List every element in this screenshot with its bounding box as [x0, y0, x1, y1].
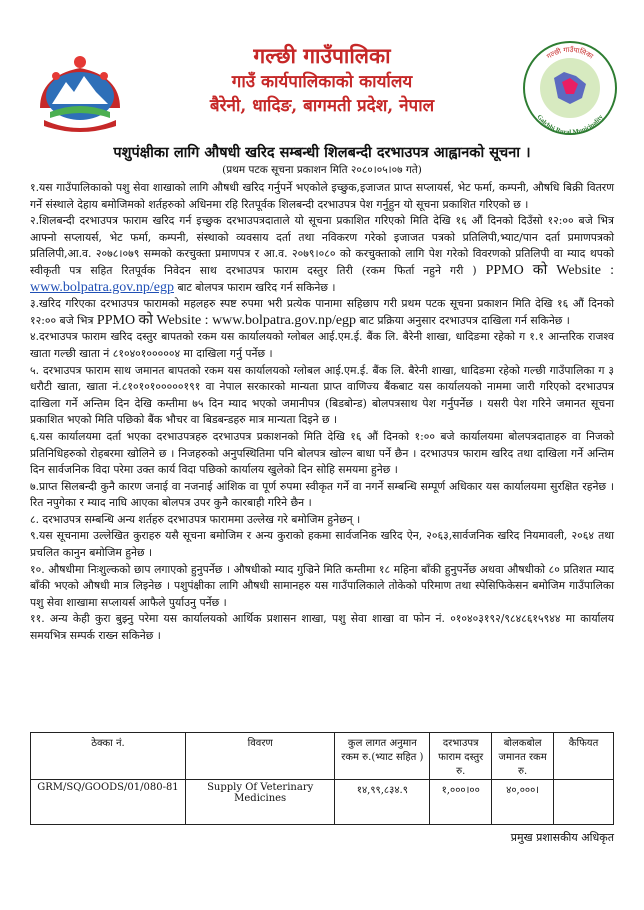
header-bid-bond: बोलकबोल जमानत रकम रु.: [492, 733, 554, 780]
header-remarks: कैफियत: [554, 733, 614, 780]
cell-remarks: [554, 780, 614, 825]
cell-contract-no: GRM/SQ/GOODS/01/080-81: [31, 780, 186, 825]
clause-3-text: ३.खरिद गरिएका दरभाउपत्र फारामको महलहरु स्पष्ट रुपमा भरी प्रत्येक पानामा सहिछाप गरी प्रथम पटक सूचना प्रकाशन मिति देखि १६ औं दिनको १२:०० बजे भित्र: [30, 297, 614, 327]
clause-4: ४.दरभाउपत्र फाराम खरिद दस्तुर बापतको रकम यस कार्यालयको ग्लोबल आई.एम.ई. बैंक लि. बैरेनी शाखा, धादिङमा रहेको ग १.१ आन्तरिक राजश्व खाता गल्छी खाता नं ८१०४०१०००००४ मा दाखिला गर्नु पर्नेछ ।: [30, 330, 614, 360]
publication-date: (प्रथम पटक सूचना प्रकाशन मिति २०८०।०५।०७ गते): [222, 164, 422, 176]
clause-3-end: बाट प्रक्रिया अनुसार दरभाउपत्र दाखिला गर्न सकिनेछ ।: [359, 313, 570, 327]
municipality-seal: [520, 38, 620, 138]
clause-7: ७.प्राप्त सिलबन्दी कुनै कारण जनाई वा नजनाई आंशिक वा पूर्ण रुपमा स्वीकृत गर्ने वा नगर्ने सम्बन्धि सम्पूर्ण अधिकार यस कार्यालयमा सुरक्षित रहनेछ । रित नपुगेका र म्याद नाघि आएका बोलपत्र उपर कुनै कारबाही गरिने छैन ।: [30, 479, 614, 510]
ppmo-label: PPMO को Website :: [485, 262, 615, 278]
clause-10: १०. औषधीमा निःशुल्कको छाप लगाएको हुनुपर्नेछ । औषधीको म्याद गुज्रिने मिति कम्तीमा १८ महिना बाँकी हुनुपर्नेछ अथवा औषधीको ८० प्रतिशत म्याद बाँकी भएको औषधी मात्र लिइनेछ । पशुपंक्षीका लागि औषधी सामानहरु यस गाउँपालिकाले तोकेको परिमाण तथा स्पेसिफिकेसन बमोजिम गाउँपालिका पशु सेवा शाखामा सप्लायर्स आफैले पुर्याउनु पर्नेछ ।: [30, 562, 614, 609]
clause-2-end: बाट बोलपत्र फाराम खरिद गर्न सकिनेछ ।: [177, 280, 336, 294]
header-cost-estimate: कुल लागत अनुमान रकम रु.(भ्याट सहित ): [335, 733, 430, 780]
clause-8: ८. दरभाउपत्र सम्बन्धि अन्य शर्तहरु दरभाउपत्र फाराममा उल्लेख गरे बमोजिम हुनेछन् ।: [30, 512, 361, 526]
header-contract-no: ठेक्का नं.: [31, 733, 186, 780]
letterhead: [150, 42, 494, 118]
cell-form-fee: १,०००।००: [430, 780, 492, 825]
ppmo-website: PPMO को Website : www.bolpatra.gov.np/egp: [96, 312, 357, 328]
notice-title: पशुपंक्षीका लागि औषधी खरिद सम्बन्धी शिलबन्दी दरभाउपत्र आह्वानको सूचना ।: [113, 144, 531, 161]
clause-6: ६.यस कार्यालयमा दर्ता भएका दरभाउपत्रहरु दरभाउपत्र प्रकाशनको मिति देखि १६ औं दिनको १:०० बजे कार्यालयमा बोलपत्रदाताहरु वा निजको प्रतिनिधिहरुको रोहबरमा खोलिने छ । निजहरुको अनुपस्थितिमा पनि बोलपत्र खोल्न बाधा पर्ने छैन । दरभाउपत्र फाराम खरिद तथा दाखिला गर्ने अन्तिम दिन सार्वजनिक विदा परेमा उक्त कार्य विदा पछिको कार्यालय खुलेको दिन सोहि समयमा हुनेछ ।: [30, 429, 614, 477]
header-description: विवरण: [185, 733, 335, 780]
nepal-emblem: [30, 46, 130, 136]
signatory-title: प्रमुख प्रशासकीय अधिकृत: [510, 831, 614, 844]
clause-2: [30, 213, 614, 296]
municipality-name: गल्छी गाउँपालिका: [253, 43, 391, 68]
header-form-fee: दरभाउपत्र फाराम दस्तुर रु.: [430, 733, 492, 780]
clause-9: ९.यस सूचनामा उल्लेखित कुराहरु यसै सूचना बमोजिम र अन्य कुराको हकमा सार्वजनिक खरिद ऐन, २०६३,सार्वजनिक खरिद नियमावली, २०६४ तथा प्रचलित कानुन बमोजिम हुनेछ ।: [30, 529, 614, 560]
clause-5: ५. दरभाउपत्र फाराम साथ जमानत बापतको रकम यस कार्यालयको ग्लोबल आई.एम.ई. बैंक लि. बैरेनी शाखा, धादिङमा रहेको गल्छी गाउँपालिका ग ३ धरौटी खाता, खाता नं.८१०१०१०००००१९१ वा नेपाल सरकारको मान्यता प्राप्त वाणिज्य बैंकबाट यस कार्यालयको नाममा जारी गरिएको दरभाउपत्र दाखिला गर्ने अन्तिम दिन देखि कम्तीमा ७५ दिन म्याद भएको जमानीपत्र (बिडबोन्ड) बोलपत्रसाथ पेश गर्नुपर्नेछ । यसरी पेश गरिने जमानत सूचना प्रकाशित भएको मिति पछिको बैंक भौचर वा बिडबन्डहरु मात्र मान्यता दिइने छ ।: [30, 363, 614, 427]
clause-3: [30, 296, 614, 329]
cell-description: Supply Of Veterinary Medicines: [185, 780, 335, 825]
clause-2-text: २.शिलबन्दी दरभाउपत्र फाराम खरिद गर्न इच्छुक दरभाउपत्रदाताले यो सूचना प्रकाशित गरिएको मिति देखि १६ औं दिनको दिउँसो १२:०० बजे भित्र आफ्नो सप्लायर्स, भेट फर्मा, कम्पनी, संस्थाको व्यवसाय दर्ता तथा नविकरण गरेको इजाजत पत्रको प्रतिलिपी,भ्याट/पान दर्ता प्रमाणपत्रको प्रतिलिपी,आ.व. २०७८।०७९ सम्मको करचुक्ता प्रमाणपत्र र आ.व. २०७९।०८० को करचुक्ताको लागि पेश गरेको विवरणको प्रतिलिपी वा म्याद थपको स्वीकृती पत्र सहित रितपूर्वक निवेदन साथ दरभाउपत्र फाराम दस्तुर तिरी (रकम फिर्ता नहुने गरी ): [30, 214, 614, 277]
table-header-row: [31, 733, 614, 780]
seal-top-text: गल्छी गाउँपालिका: [545, 45, 595, 61]
cell-bid-bond: ४०,०००।: [492, 780, 554, 825]
clause-1: १.यस गाउँपालिकाको पशु सेवा शाखाको लागि औषधी खरिद गर्नुपर्ने भएकोले इच्छुक,इजाजत प्राप्त सप्लायर्स, भेट फर्मा, कम्पनी, औषधि बिक्री वितरण गर्ने संस्थाले देहाय बमोजिमको शर्तहरुको अधिनमा रहि रितपूर्वक शिलबन्दी दरभाउपत्र पेश गर्नुहुन यो सूचना प्रकाशित गरिएको छ ।: [30, 181, 614, 211]
office-name: गाउँ कार्यपालिकाको कार्यालय: [231, 72, 413, 92]
office-address: बैरेनी, धादिङ, बागमती प्रदेश, नेपाल: [209, 96, 435, 116]
table-row: [31, 780, 614, 825]
cell-cost-estimate: १४,९९,८३४.९: [335, 780, 430, 825]
bolpatra-link[interactable]: www.bolpatra.gov.np/egp: [30, 279, 174, 295]
tender-table: [30, 732, 614, 825]
seal-bottom-text: Galchhi Rural Municipality: [535, 113, 605, 137]
notice-body: [30, 180, 614, 645]
clause-11: ११. अन्य केही कुरा बुझ्नु परेमा यस कार्यालयको आर्थिक प्रशासन शाखा, पशु सेवा शाखा वा फोन नं. ०१०४०३१९२/९८४८६१५९४४ मा कार्यालय समयभित्र सम्पर्क राख्न सकिनेछ ।: [30, 612, 614, 643]
